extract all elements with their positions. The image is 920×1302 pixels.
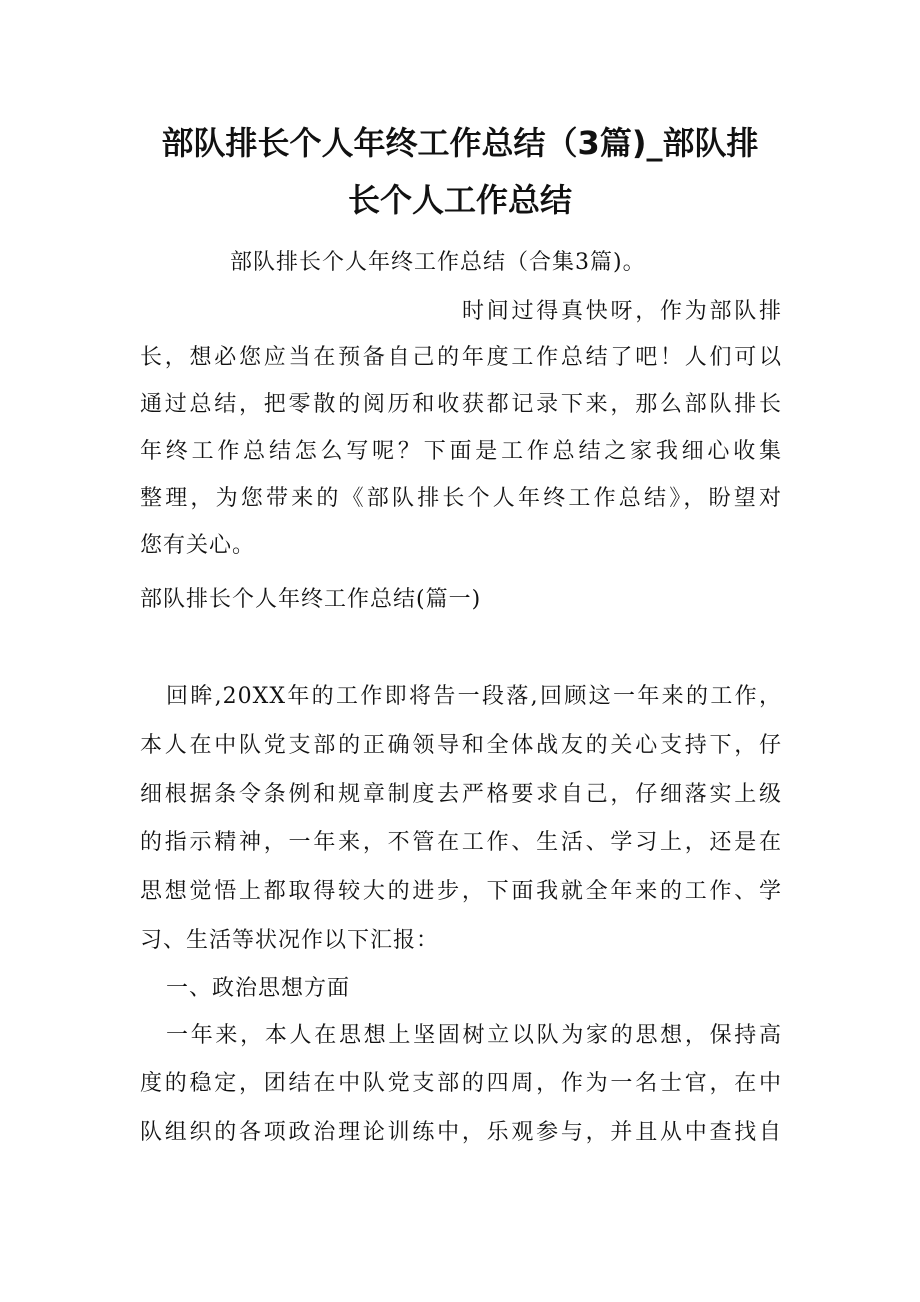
document-title-line-2: 长个人工作总结	[347, 181, 572, 219]
paragraph-2-line-5: 思想觉悟上都取得较大的进步，下面我就全年来的工作、学	[140, 879, 782, 904]
paragraph-2-line-2: 本人在中队党支部的正确领导和全体战友的关心支持下，仔	[140, 733, 782, 758]
paragraph-1-line-1: 时间过得真快呀，作为部队排	[462, 299, 782, 324]
intro-line: 部队排长个人年终工作总结（合集3篇)。	[230, 250, 646, 275]
paragraph-3-line-2: 度的稳定，团结在中队党支部的四周，作为一名士官，在中	[140, 1071, 782, 1096]
paragraph-1-line-4: 年终工作总结怎么写呢？下面是工作总结之家我细心收集	[140, 439, 782, 464]
paragraph-2-line-6: 习、生活等状况作以下汇报：	[140, 928, 440, 953]
paragraph-1-line-3: 通过总结，把零散的阅历和收获都记录下来，那么部队排长	[140, 392, 782, 417]
paragraph-3-line-3: 队组织的各项政治理论训练中，乐观参与，并且从中查找自	[140, 1120, 782, 1145]
paragraph-1-line-2: 长，想必您应当在预备自己的年度工作总结了吧！人们可以	[140, 345, 782, 370]
document-title-line-1: 部队排长个人年终工作总结（3篇)_部队排	[161, 124, 759, 162]
paragraph-1-line-6: 您有关心。	[140, 533, 256, 558]
paragraph-1-line-5: 整理，为您带来的《部队排长个人年终工作总结》，盼望对	[140, 486, 782, 511]
paragraph-3-line-1: 一年来，本人在思想上坚固树立以队为家的思想，保持高	[166, 1023, 782, 1048]
paragraph-2-line-3: 细根据条令条例和规章制度去严格要求自己，仔细落实上级	[140, 782, 782, 807]
paragraph-2-line-4: 的指示精神，一年来，不管在工作、生活、学习上，还是在	[140, 830, 782, 855]
heading-politics: 一、政治思想方面	[166, 976, 351, 1001]
section-title: 部队排长个人年终工作总结(篇一)	[140, 587, 482, 612]
paragraph-2-line-1: 回眸,20XX年的工作即将告一段落,回顾这一年来的工作，	[166, 684, 782, 709]
